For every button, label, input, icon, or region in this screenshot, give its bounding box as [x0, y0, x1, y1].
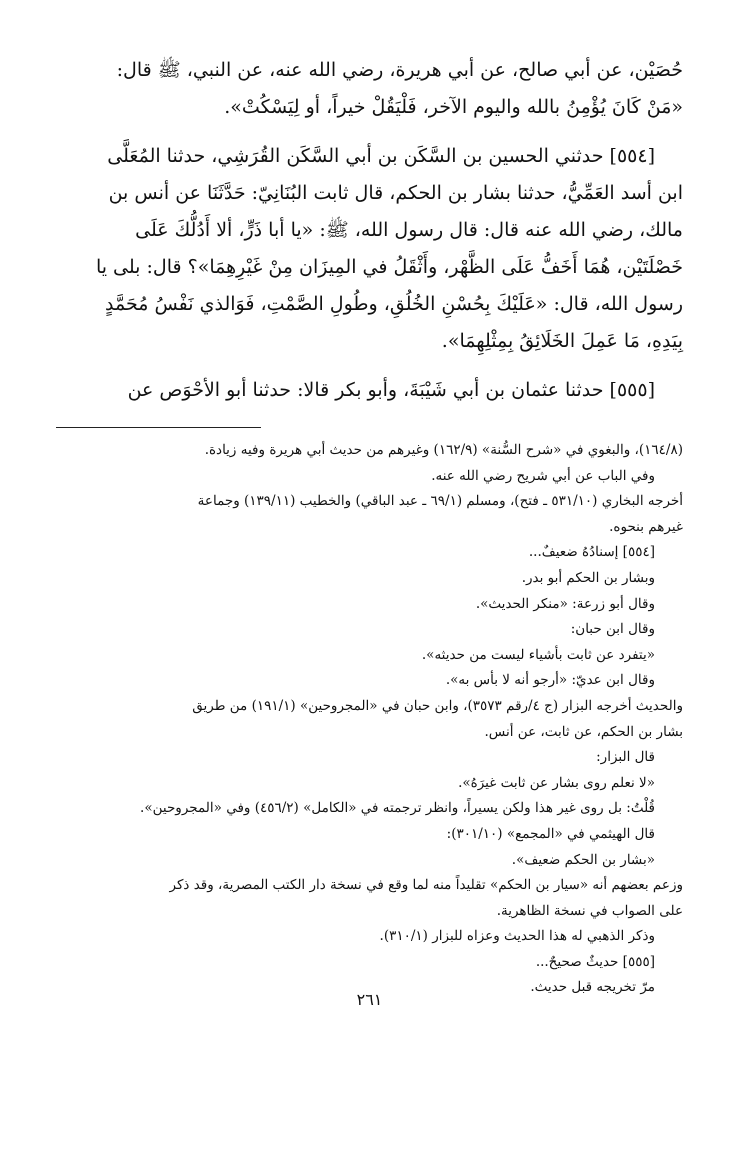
footnote-line: وقال ابن عديّ: «أرجو أنه لا بأس به». — [445, 672, 655, 689]
page-number: ٢٦١ — [356, 990, 383, 1009]
footnote-line: وزعم بعضهم أنه «سيار بن الحكم» تقليداً منه لما وقع في نسخة دار الكتب المصرية، وقد ذكر — [169, 877, 683, 894]
footnote-line: «يتفرد عن ثابت بأشياء ليست من حديثه». — [421, 646, 655, 663]
footnote-line: (١٦٤/٨)، والبغوي في «شرح السُّنة» (١٦٢/٩) وغيرهم من حديث أبي هريرة وفيه زيادة. — [204, 442, 683, 458]
main-text — [56, 52, 683, 409]
main-line: حُصَيْن، عن أبي صالح، عن أبي هريرة، رضي الله عنه، عن النبي، ﷺ قال: — [116, 59, 683, 81]
footnote-line: أخرجه البخاري (٥٣١/١٠ ـ فتح)، ومسلم (٦٩/١ ـ عبد الباقي) والخطيب (١٣٩/١١) وجماعة — [197, 493, 683, 510]
footnote-line: وفي الباب عن أبي شريح رضي الله عنه. — [431, 467, 655, 484]
footnote-line: غيرهم بنحوه. — [609, 518, 683, 535]
footnote-line: وبشار بن الحكم أبو بدر. — [521, 569, 655, 586]
hadith-555-line: [٥٥٥] حدثنا عثمان بن أبي شَيْبَةَ، وأبو بكر قالا: حدثنا أبو الأحْوَص عن — [127, 379, 655, 401]
footnote-line: وذكر الذهبي له هذا الحديث وعزاه للبزار (٣١٠/١). — [379, 928, 655, 945]
main-line: رسول الله، قال: «عَلَيْكَ بِحُسْنِ الخُلُقِ، وطُولِ الصَّمْتِ، فَوَالذي نَفْسُ مُحَمَّدٍ — [105, 293, 683, 315]
footnote-line: وقال أبو زرعة: «منكر الحديث». — [475, 595, 655, 612]
footnote-divider — [56, 427, 261, 428]
main-line: خَصْلَتَيْن، هُمَا أَخَفُّ عَلَى الظَّهْر، وأَثْقَلُ في المِيزَان مِنْ غَيْرِهِمَا»؟ قال: بلى يا — [95, 256, 683, 278]
footnote-line: «بشار بن الحكم ضعيف». — [511, 851, 655, 868]
footnote-line: بشار بن الحكم، عن ثابت، عن أنس. — [484, 723, 683, 740]
main-line: بِيَدِهِ، مَا عَمِلَ الخَلَائِقُ بِمِثْلِهِمَا». — [441, 330, 683, 352]
footnote-line: [٥٥٥] حديثٌ صحيحٌ... — [535, 953, 655, 970]
footnote-line: على الصواب في نسخة الظاهرية. — [496, 902, 683, 919]
footnote-line: «لا نعلم روى بشار عن ثابت غيرَهُ». — [458, 774, 655, 791]
main-line: ابن أسد العَمِّيُّ، حدثنا بشار بن الحكم، قال ثابت البُنَانِيّ: حَدَّثَنَا عن أنس بن — [108, 182, 683, 204]
footnote-line: قال الهيثمي في «المجمع» (٣٠١/١٠): — [446, 825, 655, 842]
footnote-line: والحديث أخرجه البزار (ج ٤/رقم ٣٥٧٣)، وابن حبان في «المجروحين» (١٩١/١) من طريق — [192, 697, 683, 714]
main-line: «مَنْ كَانَ يُؤْمِنُ بالله واليوم الآخر، فَلْيَقُلْ خيراً، أو لِيَسْكُتْ». — [224, 96, 683, 118]
footnote-line: وقال ابن حبان: — [570, 621, 655, 638]
footnote-line: قُلْتُ: بل روى غير هذا ولكن يسيراً، وانظر ترجمته في «الكامل» (٤٥٦/٢) وفي «المجروحين». — [140, 800, 655, 817]
main-line: مالك، رضي الله عنه قال: قال رسول الله، ﷺ: «يا أبا ذَرٍّ، ألا أَدُلُّكَ عَلَى — [135, 219, 683, 241]
footnotes — [56, 438, 683, 1001]
footnote-line: قال البزار: — [596, 749, 655, 766]
hadith-554-line: [٥٥٤] حدثني الحسين بن السَّكَن بن أبي السَّكَن القُرَشِي، حدثنا المُعَلَّى — [107, 145, 655, 167]
footnote-line: [٥٥٤] إسنادُهُ ضعيفٌ... — [528, 544, 655, 561]
footnote-line: مرّ تخريجه قبل حديث. — [530, 979, 655, 996]
